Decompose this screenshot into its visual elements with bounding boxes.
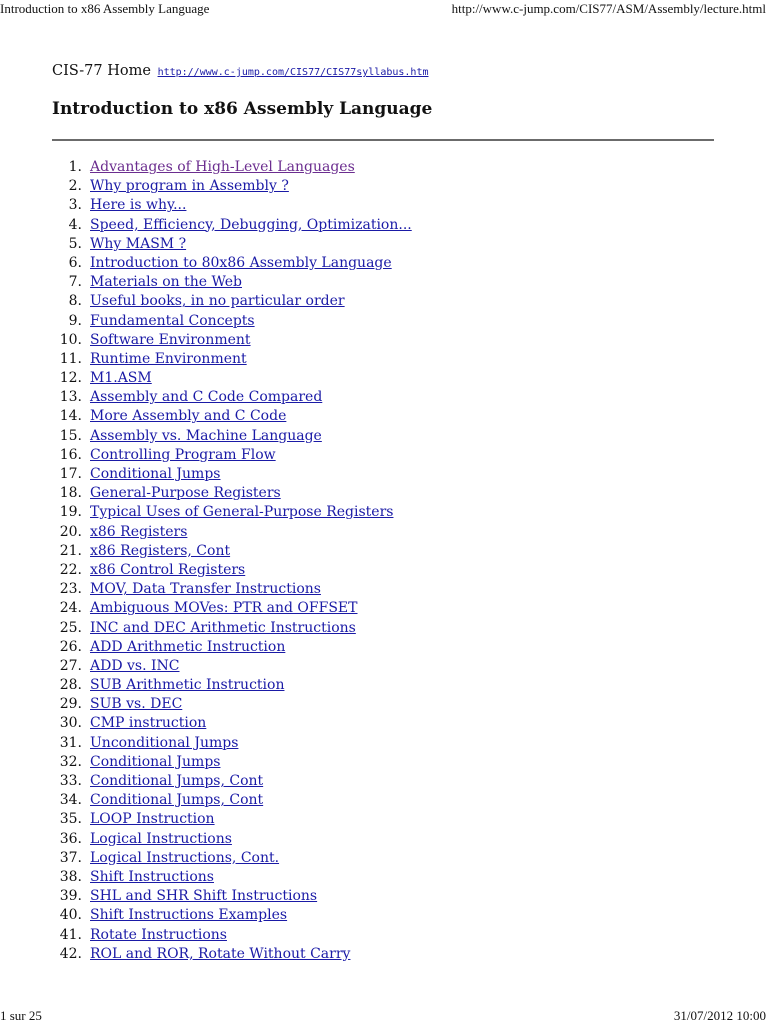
toc-item-number: 17. bbox=[59, 466, 82, 482]
toc-link[interactable]: Conditional Jumps bbox=[90, 753, 221, 770]
toc-item-number: 39. bbox=[59, 888, 82, 905]
toc-link[interactable]: MOV, Data Transfer Instructions bbox=[90, 581, 321, 598]
toc-item-number: 29. bbox=[59, 696, 82, 713]
toc-item-number: 31. bbox=[59, 734, 82, 751]
toc-item-number: 6. bbox=[68, 254, 82, 271]
toc-item-number: 9. bbox=[68, 312, 82, 329]
toc-item-number: 21. bbox=[59, 542, 82, 559]
print-header-url: http://www.c-jump.com/CIS77/ASM/Assembly/lecture.html bbox=[451, 1, 766, 16]
toc-item-number: 38. bbox=[59, 868, 82, 885]
toc-item-number: 4. bbox=[68, 216, 82, 233]
toc-link[interactable]: Why program in Assembly ? bbox=[90, 178, 289, 195]
toc-link[interactable]: SHL and SHR Shift Instructions bbox=[90, 888, 318, 905]
syllabus-link[interactable]: http://www.c-jump.com/CIS77/CIS77syllabus.htm bbox=[157, 67, 429, 78]
toc-link[interactable]: Logical Instructions, Cont. bbox=[90, 849, 280, 866]
toc-link[interactable]: Unconditional Jumps bbox=[90, 734, 239, 751]
toc-link[interactable]: Software Environment bbox=[90, 331, 251, 348]
toc-link[interactable]: More Assembly and C Code bbox=[90, 408, 287, 425]
print-footer-page: 1 sur 25 bbox=[0, 1008, 42, 1023]
toc-item-number: 42. bbox=[59, 945, 82, 962]
toc-link[interactable]: General-Purpose Registers bbox=[90, 485, 281, 502]
toc-link[interactable]: ROL and ROR, Rotate Without Carry bbox=[90, 945, 351, 962]
toc-item-number: 5. bbox=[68, 235, 82, 252]
toc-link[interactable]: ADD vs. INC bbox=[90, 657, 180, 674]
toc-link[interactable]: CMP instruction bbox=[90, 715, 207, 732]
toc-link[interactable]: Introduction to 80x86 Assembly Language bbox=[90, 254, 392, 271]
toc-link[interactable]: Shift Instructions bbox=[90, 868, 214, 885]
toc-link[interactable]: SUB Arithmetic Instruction bbox=[90, 677, 285, 694]
toc-item-number: 19. bbox=[59, 504, 82, 521]
toc-link[interactable]: Conditional Jumps bbox=[90, 466, 221, 482]
toc-link[interactable]: SUB vs. DEC bbox=[90, 696, 183, 713]
toc-link[interactable]: Useful books, in no particular order bbox=[90, 293, 345, 310]
toc-item-number: 7. bbox=[68, 274, 82, 291]
horizontal-rule bbox=[52, 139, 714, 141]
toc-link[interactable]: Ambiguous MOVes: PTR and OFFSET bbox=[90, 600, 358, 617]
toc-link[interactable]: Rotate Instructions bbox=[90, 926, 227, 943]
toc-item-number: 28. bbox=[59, 677, 82, 694]
toc-link[interactable]: Shift Instructions Examples bbox=[90, 907, 288, 924]
toc-item-number: 18. bbox=[59, 485, 82, 502]
toc-item-number: 23. bbox=[59, 581, 82, 598]
toc-item-number: 16. bbox=[59, 446, 82, 463]
toc-link[interactable]: Assembly vs. Machine Language bbox=[90, 427, 322, 444]
toc-item-number: 30. bbox=[59, 715, 82, 732]
toc-link[interactable]: Conditional Jumps, Cont bbox=[90, 773, 264, 789]
page-title: Introduction to x86 Assembly Language bbox=[52, 99, 433, 119]
toc-item-number: 37. bbox=[59, 849, 82, 866]
toc-item-number: 1. bbox=[68, 159, 82, 175]
toc-item-number: 11. bbox=[59, 350, 82, 367]
toc-item-number: 26. bbox=[59, 638, 82, 655]
toc-link[interactable]: Logical Instructions bbox=[90, 830, 232, 847]
toc-item-number: 3. bbox=[68, 197, 82, 214]
home-label: CIS-77 Home bbox=[52, 63, 151, 79]
toc-item-number: 41. bbox=[59, 926, 82, 943]
toc-link[interactable]: Typical Uses of General-Purpose Registers bbox=[90, 504, 394, 521]
toc-link[interactable]: ADD Arithmetic Instruction bbox=[90, 638, 286, 655]
toc-item-number: 33. bbox=[59, 773, 82, 789]
toc-link[interactable]: Controlling Program Flow bbox=[90, 446, 276, 463]
toc-item-number: 8. bbox=[68, 293, 82, 310]
toc-item-number: 15. bbox=[59, 427, 82, 444]
toc-item-number: 36. bbox=[59, 830, 82, 847]
toc-item-number: 25. bbox=[59, 619, 82, 636]
home-line bbox=[52, 63, 429, 79]
toc-link[interactable]: x86 Registers bbox=[90, 523, 188, 540]
toc-item-number: 40. bbox=[59, 907, 82, 924]
toc-link[interactable]: Runtime Environment bbox=[90, 350, 247, 367]
toc-link[interactable]: Materials on the Web bbox=[90, 274, 242, 291]
toc-item-number: 2. bbox=[68, 178, 82, 195]
toc-link[interactable]: x86 Control Registers bbox=[90, 561, 246, 578]
toc-item-number: 32. bbox=[59, 753, 82, 770]
toc-link[interactable]: Assembly and C Code Compared bbox=[90, 389, 323, 406]
toc-link[interactable]: INC and DEC Arithmetic Instructions bbox=[90, 619, 356, 636]
toc-item-number: 14. bbox=[59, 408, 82, 425]
toc-item-number: 12. bbox=[59, 370, 82, 387]
toc-item-number: 35. bbox=[59, 811, 82, 828]
toc-link[interactable]: M1.ASM bbox=[90, 370, 152, 387]
print-footer-datetime: 31/07/2012 10:00 bbox=[673, 1008, 766, 1023]
toc-item-number: 27. bbox=[59, 657, 82, 674]
toc-item-number: 20. bbox=[59, 523, 82, 540]
toc-item-number: 13. bbox=[59, 389, 82, 406]
toc-item-number: 34. bbox=[59, 792, 82, 809]
toc-link[interactable]: Speed, Efficiency, Debugging, Optimization... bbox=[90, 216, 412, 233]
toc-item-number: 10. bbox=[59, 331, 82, 348]
toc-link[interactable]: Fundamental Concepts bbox=[90, 312, 255, 329]
toc-link[interactable]: Here is why... bbox=[90, 197, 187, 214]
toc-link[interactable]: x86 Registers, Cont bbox=[90, 542, 231, 559]
toc-link[interactable]: Why MASM ? bbox=[90, 235, 187, 252]
toc-item-number: 22. bbox=[59, 561, 82, 578]
toc-item-number: 24. bbox=[59, 600, 82, 617]
toc-link[interactable]: Advantages of High-Level Languages bbox=[90, 159, 355, 175]
toc-link[interactable]: Conditional Jumps, Cont bbox=[90, 792, 264, 809]
toc-link[interactable]: LOOP Instruction bbox=[90, 811, 215, 828]
print-header-title: Introduction to x86 Assembly Language bbox=[0, 1, 210, 16]
